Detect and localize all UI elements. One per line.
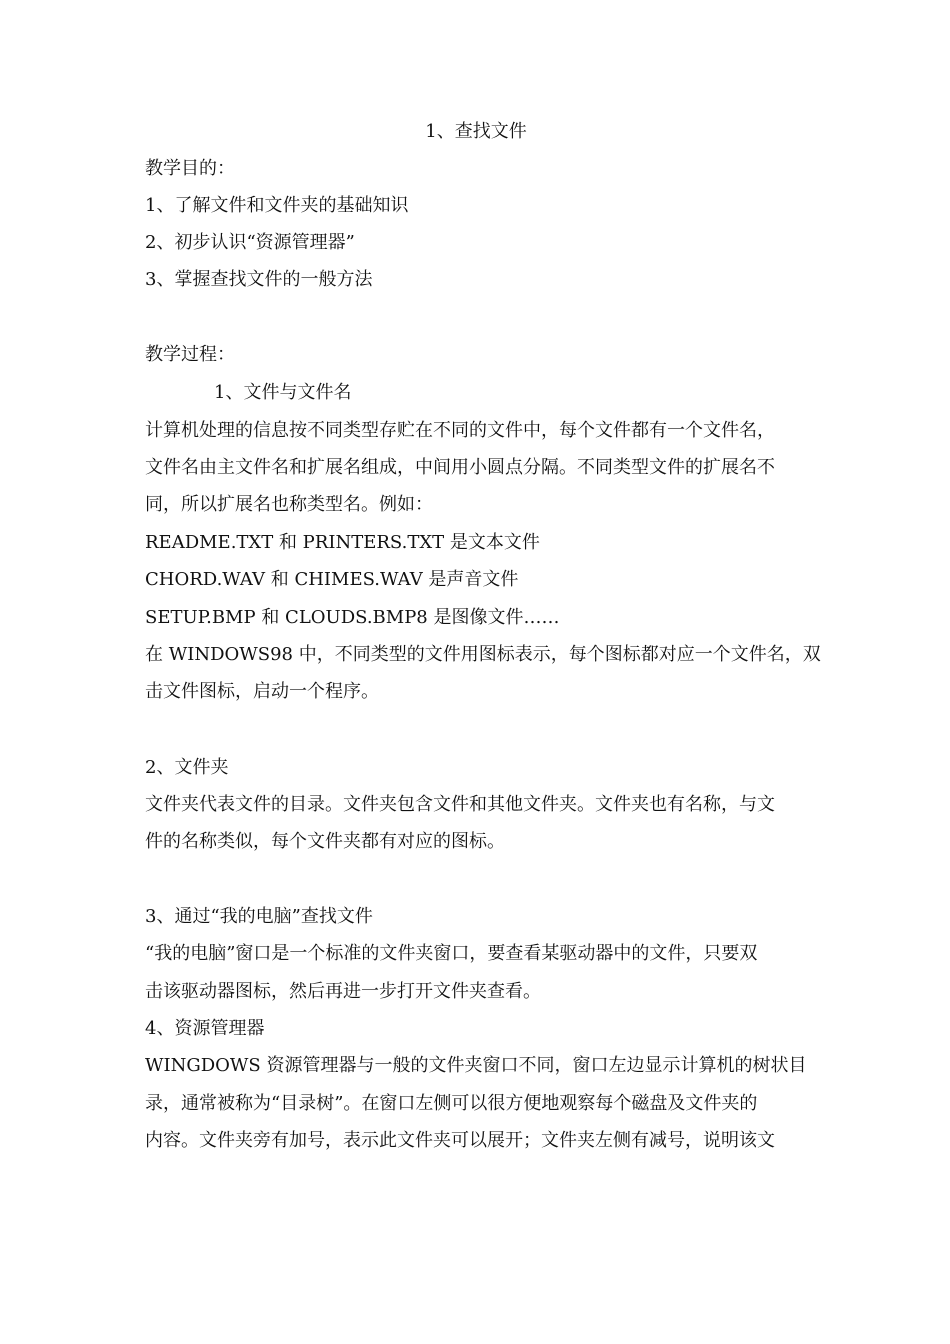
example-line: CHORD.WAV 和 CHIMES.WAV 是声音文件 xyxy=(145,569,519,590)
objective-item: 3、掌握查找文件的一般方法 xyxy=(145,269,373,290)
section-3-paragraph-line: “我的电脑”窗口是一个标准的文件夹窗口，要查看某驱动器中的文件，只要双 xyxy=(145,943,758,964)
section-1-paragraph-line: 计算机处理的信息按不同类型存贮在不同的文件中，每个文件都有一个文件名， xyxy=(145,420,775,441)
section-3-paragraph-line: 击该驱动器图标，然后再进一步打开文件夹查看。 xyxy=(145,981,541,1002)
section-2-title: 2、文件夹 xyxy=(145,757,229,778)
objectives-heading: 教学目的： xyxy=(145,158,235,179)
section-1-paragraph-line: 击文件图标，启动一个程序。 xyxy=(145,681,379,702)
objective-item: 1、了解文件和文件夹的基础知识 xyxy=(145,195,409,216)
section-1-paragraph-line: 在 WINDOWS98 中，不同类型的文件用图标表示，每个图标都对应一个文件名，双 xyxy=(145,644,821,665)
section-4-title: 4、资源管理器 xyxy=(145,1018,265,1039)
section-2-paragraph-line: 文件夹代表文件的目录。文件夹包含文件和其他文件夹。文件夹也有名称，与文 xyxy=(145,794,775,815)
example-line: README.TXT 和 PRINTERS.TXT 是文本文件 xyxy=(145,532,540,553)
objective-item: 2、初步认识“资源管理器” xyxy=(145,232,355,253)
example-line: SETUP.BMP 和 CLOUDS.BMP8 是图像文件…… xyxy=(145,607,560,628)
section-4-paragraph-line: 内容。文件夹旁有加号，表示此文件夹可以展开；文件夹左侧有减号，说明该文 xyxy=(145,1130,775,1151)
process-heading: 教学过程： xyxy=(145,344,235,365)
section-1-paragraph-line: 文件名由主文件名和扩展名组成，中间用小圆点分隔。不同类型文件的扩展名不 xyxy=(145,457,775,478)
section-4-paragraph-line: WINGDOWS 资源管理器与一般的文件夹窗口不同，窗口左边显示计算机的树状目 xyxy=(145,1055,807,1076)
section-1-paragraph-line: 同，所以扩展名也称类型名。例如： xyxy=(145,494,433,515)
document-title: 1、查找文件 xyxy=(425,121,527,142)
section-3-title: 3、通过“我的电脑”查找文件 xyxy=(145,906,373,927)
section-4-paragraph-line: 录，通常被称为“目录树”。在窗口左侧可以很方便地观察每个磁盘及文件夹的 xyxy=(145,1093,758,1114)
section-2-paragraph-line: 件的名称类似，每个文件夹都有对应的图标。 xyxy=(145,831,505,852)
section-1-title: 1、文件与文件名 xyxy=(214,382,352,403)
